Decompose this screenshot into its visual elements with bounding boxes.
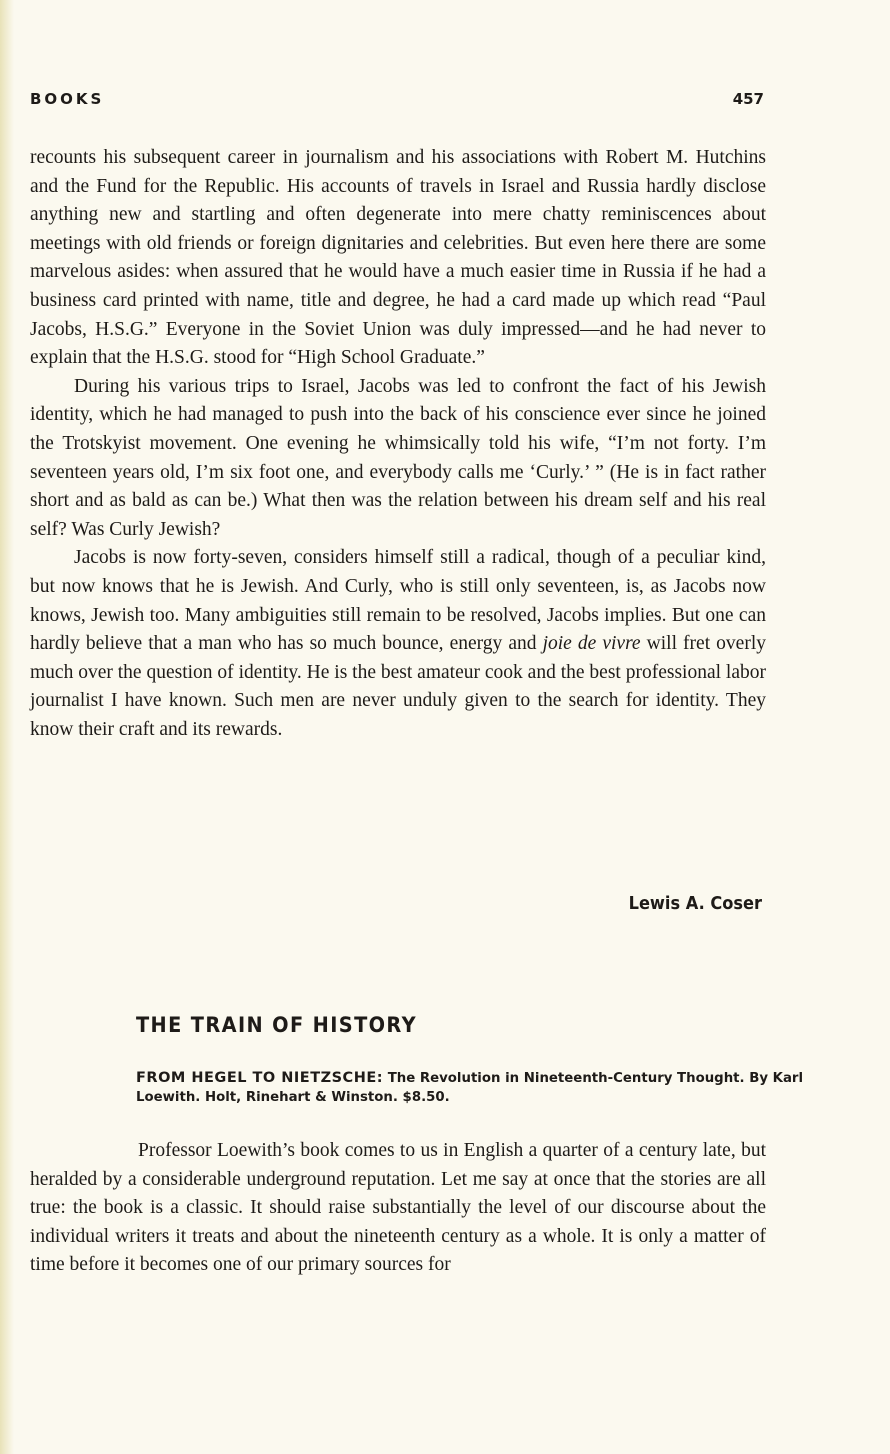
body-paragraph: Professor Loewith’s book comes to us in English a quarter of a century late, but heralded by a considerable underground reputation. Let me say at once that the stories are all true: the book is a classic. It should raise substantially the level of our discourse about the individual writers it treats and about the nineteenth century as a whole. It is only a matter of time before it becomes one of our primary sources for	[30, 1140, 766, 1276]
section-title: THE TRAIN OF HISTORY	[136, 1013, 418, 1037]
paragraph-text: will fret overly much over the question of identity. He is the best amateur cook and the best professional labor journalist I have known. Such men are never unduly given to the search for identity. They know their craft and its rewards.	[30, 633, 766, 740]
book-title: FROM HEGEL TO NIETZSCHE:	[136, 1070, 384, 1086]
page-edge-shading	[0, 0, 14, 1454]
review-body	[30, 1137, 766, 1280]
body-paragraph	[30, 544, 766, 744]
page-header	[30, 90, 764, 108]
book-details: The Revolution in Nineteenth-Century Thought. By Karl Loewith. Holt, Rinehart & Winston. $8.50.	[136, 1071, 804, 1105]
reviewer-signature: Lewis A. Coser	[628, 893, 762, 914]
paragraph-text: Jacobs is now forty-seven, considers himself still a radical, though of a peculiar kind, but now knows that he is Jewish. And Curly, who is still only seventeen, is, as Jacobs now knows, Jewish too. Many ambiguities still remain to be resolved, Jacobs implies. But one can hardly believe that a man who has so much bounce, energy and	[30, 547, 766, 655]
body-paragraph: During his various trips to Israel, Jacobs was led to confront the fact of his Jewish identity, which he had managed to push into the back of his conscience ever since he joined the Trotskyist movement. One evening he whimsically told his wife, “I’m not forty. I’m seventeen years old, I’m six foot one, and everybody calls me ‘Curly.’ ” (He is in fact rather short and as bald as can be.) What then was the relation between his dream self and his real self? Was Curly Jewish?	[30, 375, 766, 540]
book-citation	[136, 1069, 836, 1107]
italic-phrase: joie de vivre	[542, 633, 641, 655]
running-head: BOOKS	[30, 90, 105, 108]
page-number: 457	[732, 90, 764, 108]
body-paragraph: recounts his subsequent career in journalism and his associations with Robert M. Hutchins and the Fund for the Republic. His accounts of travels in Israel and Russia hardly disclose anything new and startling and often degenerate into mere chatty reminiscences about meetings with old friends or foreign dignitaries and celebrities. But even here there are some marvelous asides: when assured that he would have a much easier time in Russia if he had a business card printed with name, title and degree, he had a card made up which read “Paul Jacobs, H.S.G.” Everyone in the Soviet Union was duly impressed—and he had never to explain that the H.S.G. stood for “High School Graduate.”	[30, 147, 766, 369]
review-body	[30, 144, 766, 744]
